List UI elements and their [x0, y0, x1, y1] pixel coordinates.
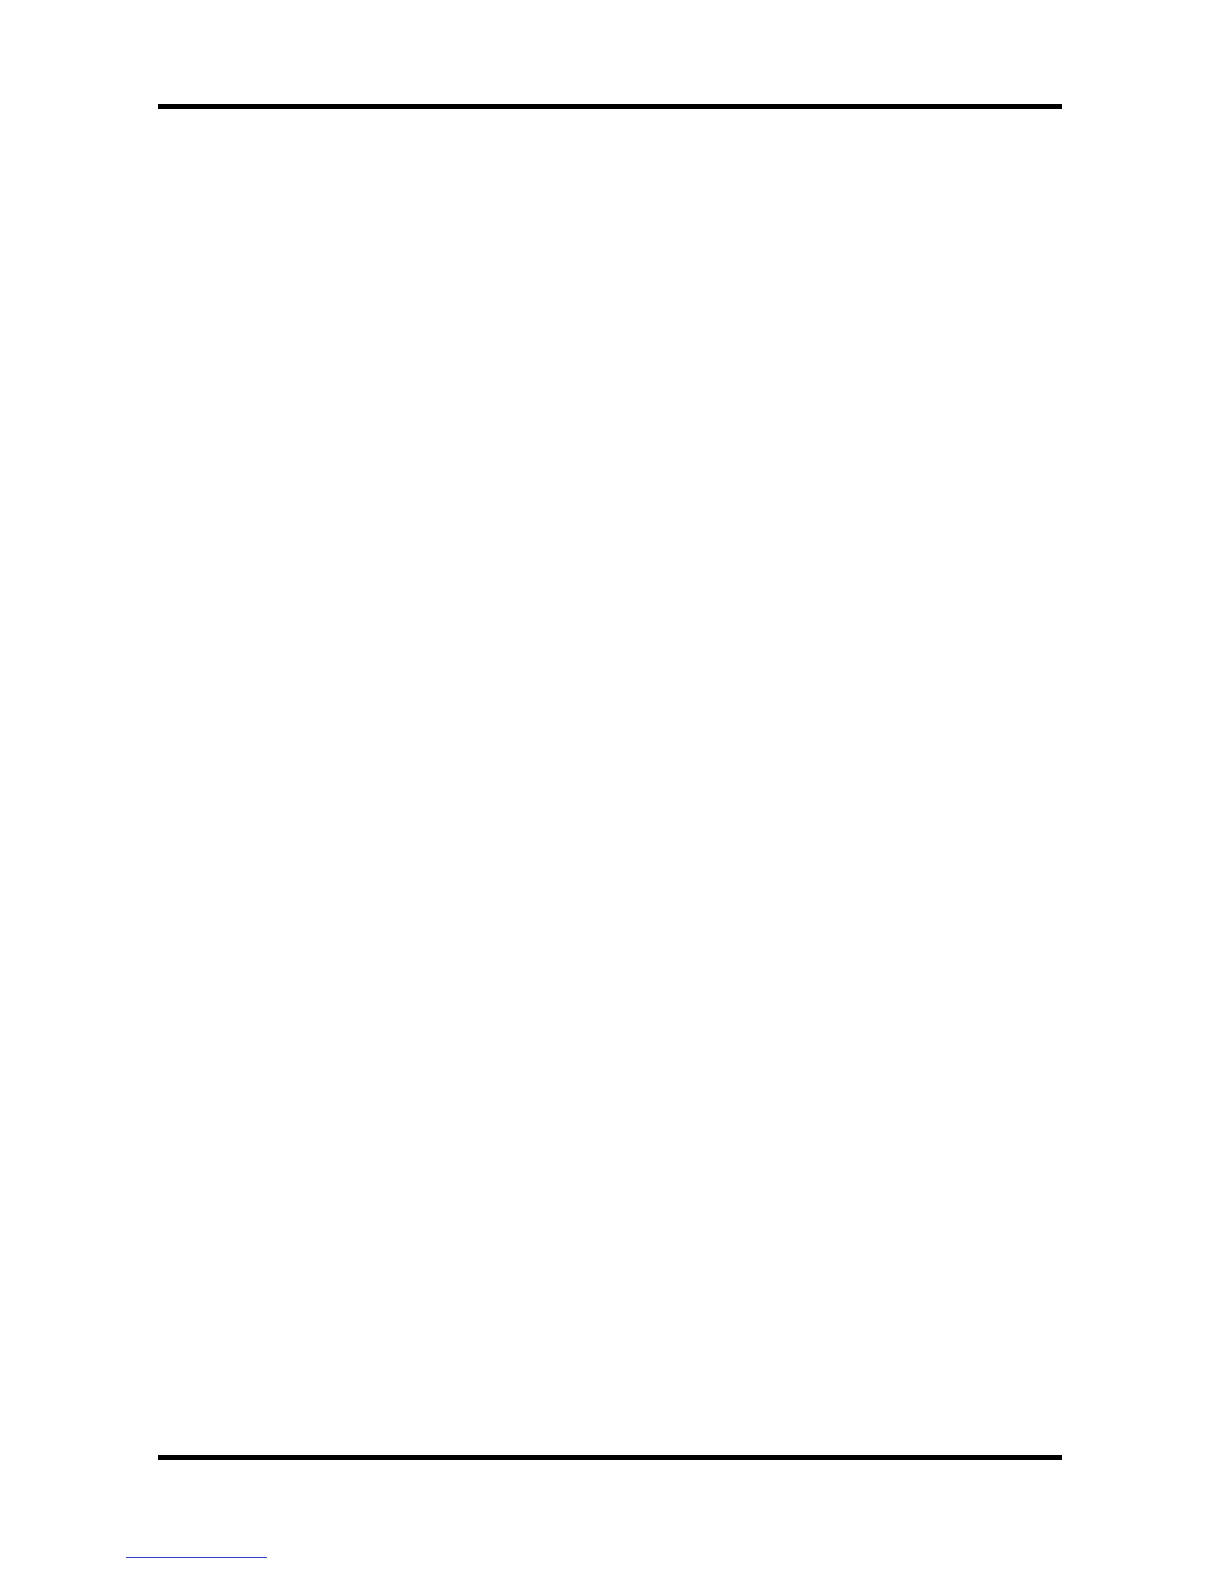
bottom-rule — [158, 1455, 1062, 1460]
top-rule — [158, 104, 1062, 109]
footer-link-underline — [126, 1557, 267, 1558]
